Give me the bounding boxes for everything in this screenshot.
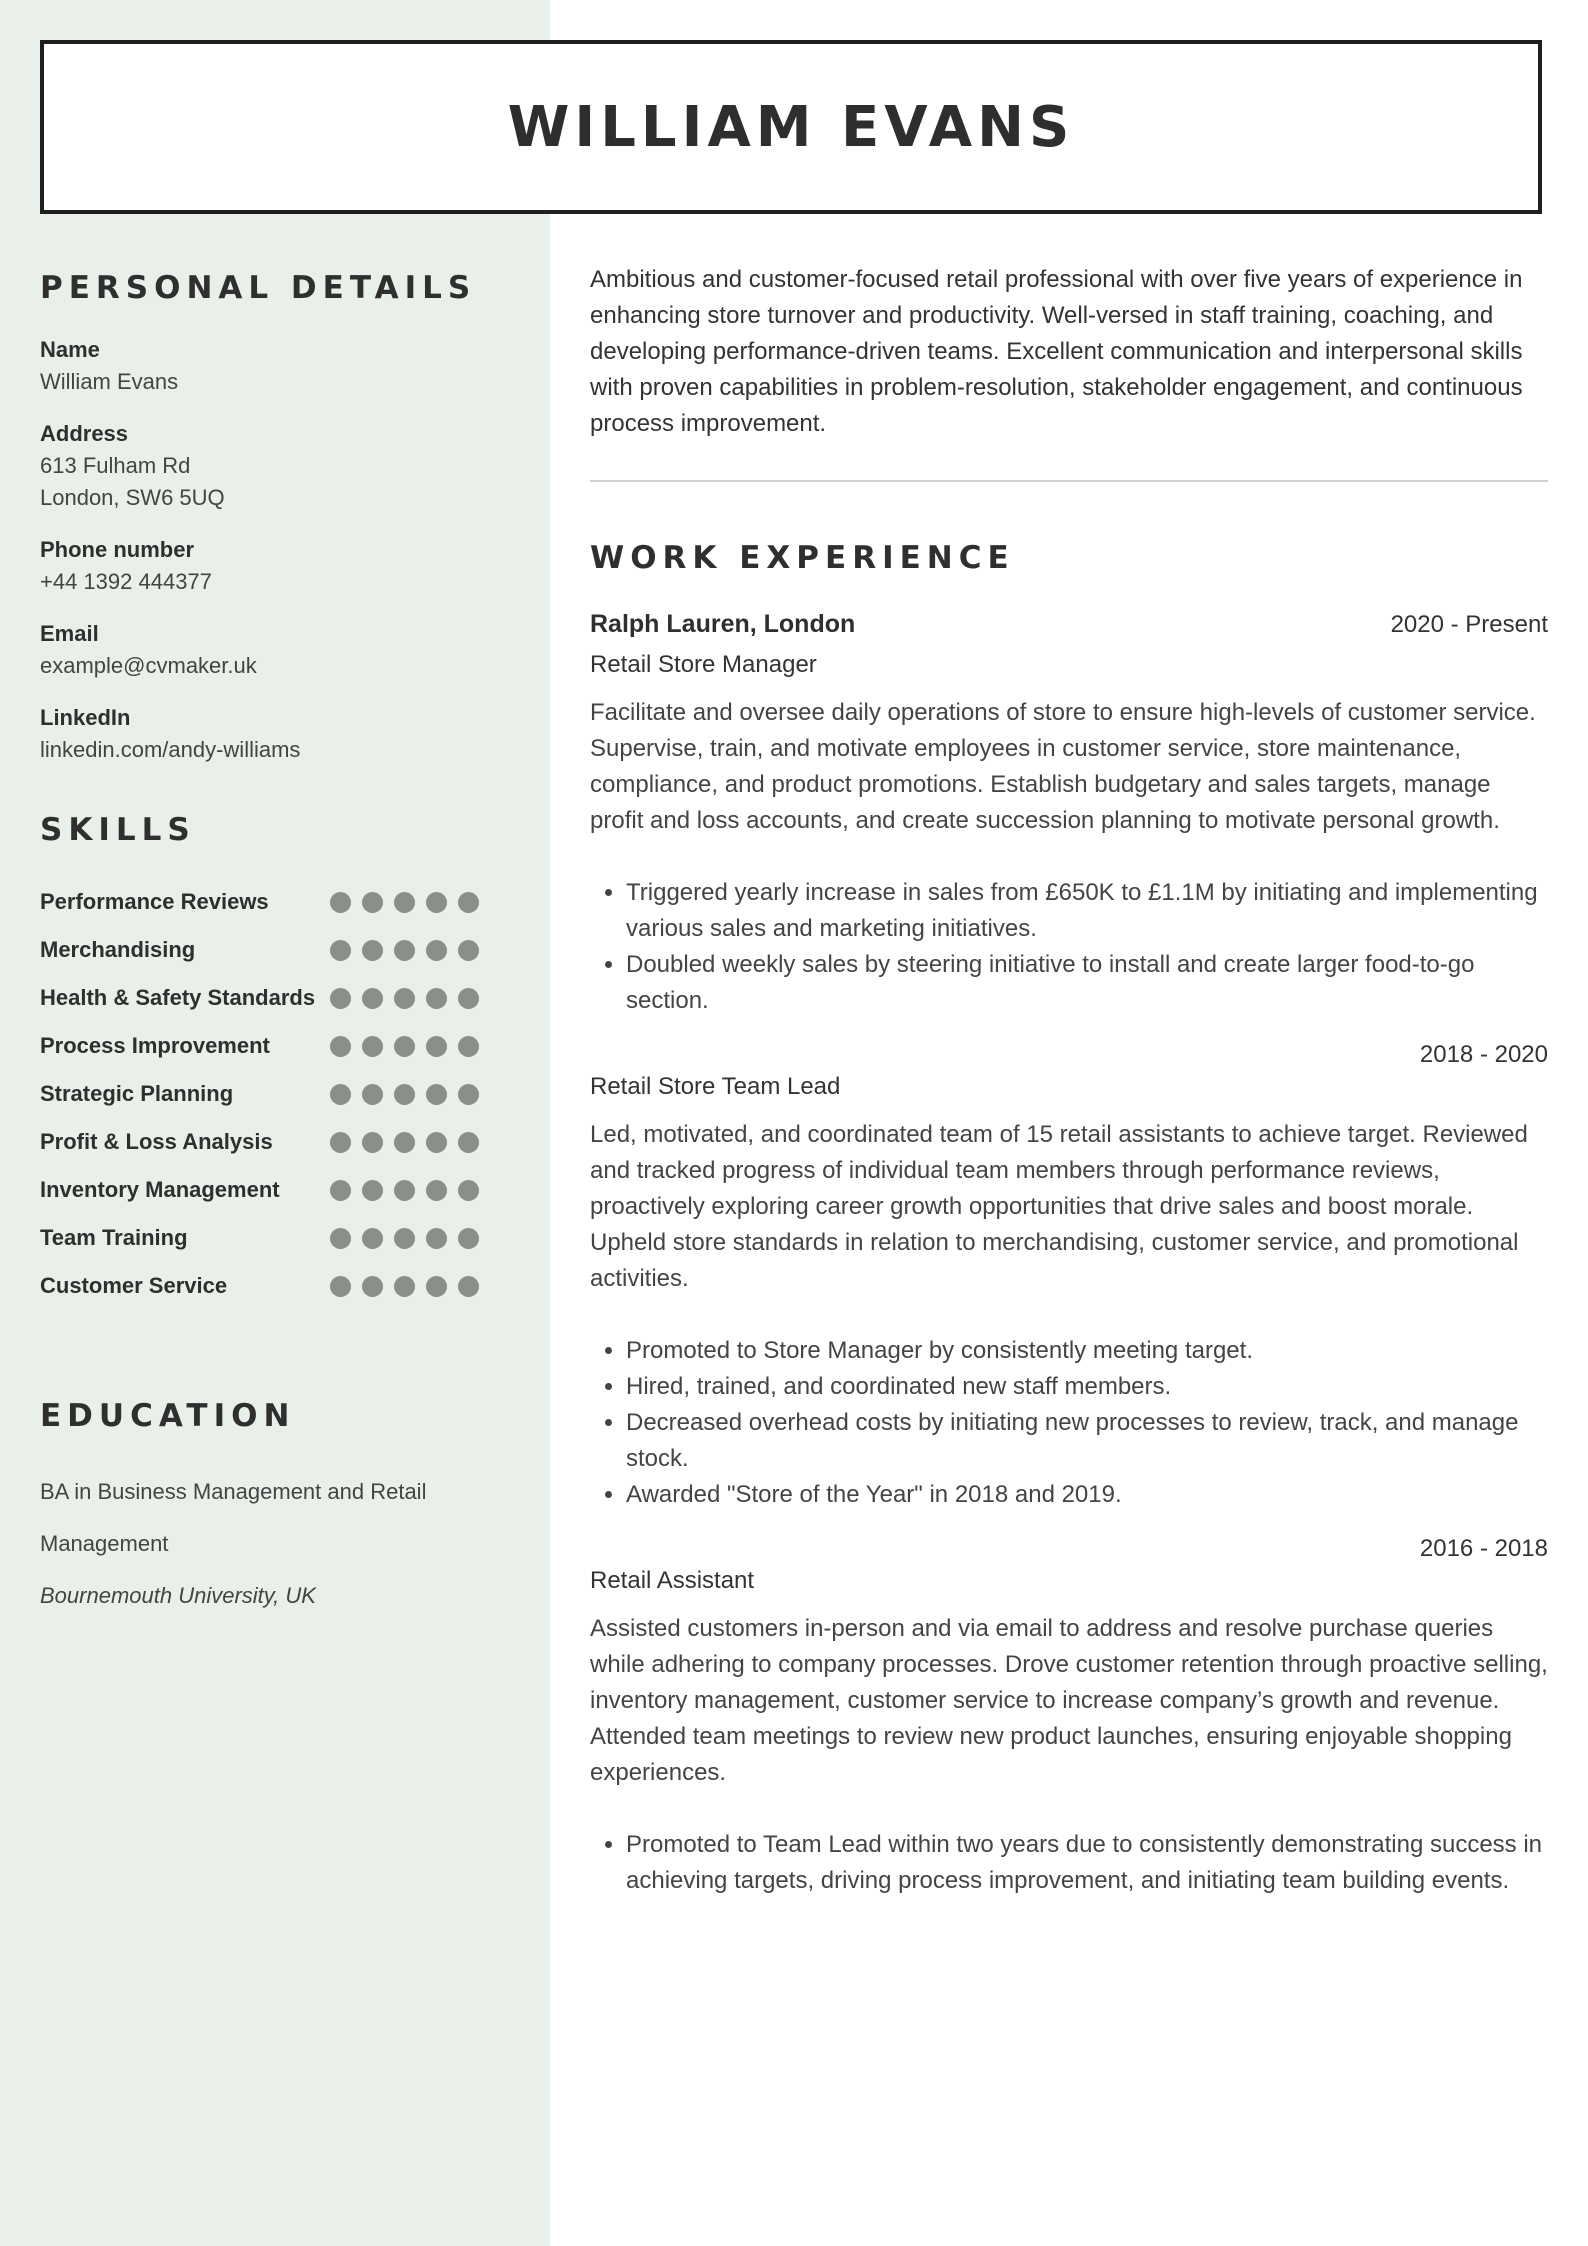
skill-name: Process Improvement (40, 1033, 270, 1058)
detail-label: Name (40, 337, 100, 362)
detail-linkedin (40, 702, 510, 766)
skill-name: Inventory Management (40, 1177, 280, 1202)
personal-details-title: PERSONAL DETAILS (40, 270, 477, 306)
rating-dot (330, 940, 351, 961)
rating-dot (394, 1276, 415, 1297)
skills-list (40, 878, 510, 1310)
job-dates: 2020 - Present (1390, 611, 1548, 638)
candidate-name: WILLIAM EVANS (507, 94, 1075, 160)
achievement-item: • Triggered yearly increase in sales from £650K to £1.1M by initiating and implementing various sales and marketing initiatives. (626, 875, 1548, 947)
education-school: Bournemouth University, UK (40, 1583, 316, 1608)
achievement-list (590, 1333, 1548, 1513)
rating-dot (362, 1228, 383, 1249)
skill-rating (330, 1036, 479, 1057)
job-entry (590, 1535, 1548, 1899)
achievement-item: • Doubled weekly sales by steering initiative to install and create larger food-to-go section. (626, 947, 1548, 1019)
rating-dot (458, 940, 479, 961)
email-link[interactable]: example@cvmaker.uk (40, 653, 257, 678)
skill-row (40, 878, 510, 926)
rating-dot (362, 1132, 383, 1153)
rating-dot (330, 1084, 351, 1105)
rating-dot (426, 940, 447, 961)
skill-name: Team Training (40, 1225, 188, 1250)
detail-label: Email (40, 621, 99, 646)
achievement-list (590, 875, 1548, 1019)
rating-dot (458, 1036, 479, 1057)
skill-name: Strategic Planning (40, 1081, 234, 1106)
rating-dot (394, 940, 415, 961)
rating-dot (330, 892, 351, 913)
rating-dot (330, 1036, 351, 1057)
detail-value: 613 Fulham Rd (40, 453, 191, 478)
skill-row (40, 926, 510, 974)
rating-dot (426, 892, 447, 913)
detail-email (40, 618, 510, 682)
detail-value: +44 1392 444377 (40, 569, 212, 594)
achievement-item: • Promoted to Team Lead within two years due to consistently demonstrating success in achieving targets, driving process improvement, and initiating team building events. (626, 1827, 1548, 1899)
education-title: EDUCATION (40, 1398, 296, 1434)
degree-line: Management (40, 1531, 169, 1556)
job-header (590, 610, 1548, 639)
rating-dot (330, 1180, 351, 1201)
rating-dot (426, 1036, 447, 1057)
job-description: Assisted customers in-person and via email to address and resolve purchase queries while adhering to company processes. Drove customer retention through proactive selling, inventory management, customer service to increase company’s growth and revenue. Attended team meetings to review new product launches, ensuring enjoyable shopping experiences. (590, 1615, 1548, 1786)
personal-details-list (40, 334, 510, 766)
detail-address (40, 418, 510, 514)
skill-name: Performance Reviews (40, 889, 269, 914)
rating-dot (362, 988, 383, 1009)
work-experience-title: WORK EXPERIENCE (590, 540, 1015, 576)
rating-dot (394, 1084, 415, 1105)
rating-dot (458, 892, 479, 913)
rating-dot (458, 1084, 479, 1105)
job-role: Retail Assistant (590, 1567, 755, 1594)
rating-dot (458, 1276, 479, 1297)
rating-dot (362, 1180, 383, 1201)
rating-dot (394, 988, 415, 1009)
main-content (590, 262, 1548, 1899)
skill-name: Health & Safety Standards (40, 985, 316, 1010)
skill-name: Customer Service (40, 1273, 228, 1298)
skill-row (40, 1214, 510, 1262)
skill-row (40, 1070, 510, 1118)
job-role: Retail Store Manager (590, 651, 817, 678)
degree-line: BA in Business Management and Retail (40, 1479, 427, 1504)
rating-dot (362, 1036, 383, 1057)
rating-dot (394, 1180, 415, 1201)
skill-rating (330, 1276, 479, 1297)
name-header (40, 40, 1542, 214)
rating-dot (330, 988, 351, 1009)
skill-rating (330, 988, 479, 1009)
company-name: Ralph Lauren, London (590, 610, 856, 638)
skills-title: SKILLS (40, 812, 196, 848)
rating-dot (426, 1132, 447, 1153)
linkedin-link[interactable]: linkedin.com/andy-williams (40, 737, 301, 762)
rating-dot (458, 988, 479, 1009)
rating-dot (362, 1276, 383, 1297)
rating-dot (330, 1276, 351, 1297)
rating-dot (330, 1132, 351, 1153)
skill-rating (330, 940, 479, 961)
rating-dot (458, 1132, 479, 1153)
skill-rating (330, 1180, 479, 1201)
achievement-item: • Decreased overhead costs by initiating new processes to review, track, and manage stock. (626, 1405, 1548, 1477)
rating-dot (426, 1228, 447, 1249)
rating-dot (394, 892, 415, 913)
detail-label: Phone number (40, 537, 195, 562)
skills-section (40, 812, 510, 1310)
job-description: Facilitate and oversee daily operations of store to ensure high-levels of customer service. Supervise, train, and motivate employees in customer service, store maintenance, compliance, and product promotions. Establish budgetary and sales targets, manage profit and loss accounts, and create succession planning to motivate personal growth. (590, 699, 1536, 834)
rating-dot (362, 892, 383, 913)
work-experience-list (590, 610, 1548, 1899)
divider (590, 480, 1548, 482)
rating-dot (458, 1180, 479, 1201)
detail-value: London, SW6 5UQ (40, 485, 225, 510)
education-degree (40, 1466, 510, 1570)
skill-row (40, 1022, 510, 1070)
skill-rating (330, 1228, 479, 1249)
job-role: Retail Store Team Lead (590, 1073, 841, 1100)
skill-name: Merchandising (40, 937, 196, 962)
skill-name: Profit & Loss Analysis (40, 1129, 273, 1154)
rating-dot (394, 1036, 415, 1057)
skill-rating (330, 1084, 479, 1105)
job-dates: 2018 - 2020 (1419, 1041, 1548, 1068)
rating-dot (330, 1228, 351, 1249)
skill-rating (330, 892, 479, 913)
rating-dot (426, 988, 447, 1009)
skill-rating (330, 1132, 479, 1153)
sidebar (40, 270, 510, 1622)
achievement-item: • Promoted to Store Manager by consistently meeting target. (626, 1333, 1548, 1369)
rating-dot (362, 940, 383, 961)
achievement-item: • Hired, trained, and coordinated new staff members. (626, 1369, 1548, 1405)
rating-dot (394, 1228, 415, 1249)
job-header (590, 1535, 1548, 1563)
detail-value: William Evans (40, 369, 179, 394)
skill-row (40, 1262, 510, 1310)
detail-name (40, 334, 510, 398)
job-dates: 2016 - 2018 (1419, 1535, 1548, 1562)
profile-summary: Ambitious and customer-focused retail professional with over five years of experience in enhancing store turnover and productivity. Well-versed in staff training, coaching, and developing performance-driven teams. Excellent communication and interpersonal skills with proven capabilities in problem-resolution, stakeholder engagement, and continuous process improvement. (590, 266, 1523, 437)
rating-dot (362, 1084, 383, 1105)
skill-row (40, 1118, 510, 1166)
achievement-list (590, 1827, 1548, 1899)
job-description: Led, motivated, and coordinated team of 15 retail assistants to achieve target. Reviewed and tracked progress of individual team members through performance reviews, proactively exploring career growth opportunities that drive sales and boost morale. Upheld store standards in relation to merchandising, customer service, and promotional activities. (590, 1121, 1528, 1292)
detail-label: LinkedIn (40, 705, 131, 730)
skill-row (40, 1166, 510, 1214)
skill-row (40, 974, 510, 1022)
detail-phone (40, 534, 510, 598)
education-section (40, 1398, 510, 1622)
job-entry (590, 1041, 1548, 1513)
rating-dot (426, 1180, 447, 1201)
job-entry (590, 610, 1548, 1019)
rating-dot (394, 1132, 415, 1153)
rating-dot (458, 1228, 479, 1249)
rating-dot (426, 1276, 447, 1297)
job-header (590, 1041, 1548, 1069)
rating-dot (426, 1084, 447, 1105)
achievement-item: • Awarded "Store of the Year" in 2018 and 2019. (626, 1477, 1548, 1513)
detail-label: Address (40, 421, 129, 446)
